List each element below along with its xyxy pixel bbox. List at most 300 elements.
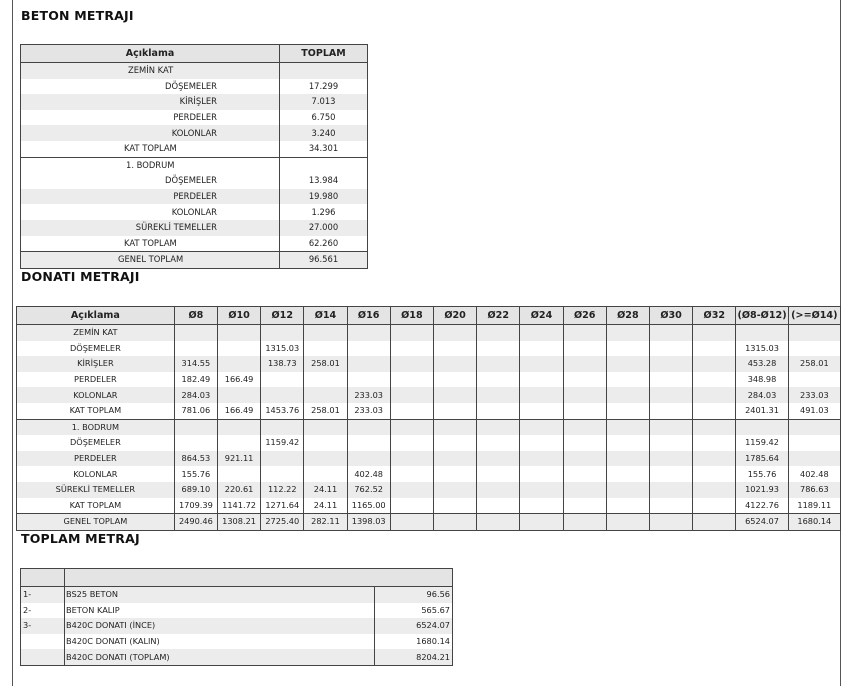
donati-cell: 1271.64: [261, 498, 304, 514]
donati-cell: [390, 451, 433, 467]
donati-cell: [390, 482, 433, 498]
toplam-table: [20, 568, 453, 666]
donati-cell: 781.06: [174, 403, 217, 419]
donati-cell: [606, 466, 649, 482]
beton-value: 96.561: [280, 252, 368, 269]
donati-cell: 24.11: [304, 482, 347, 498]
donati-title: DONATI METRAJI: [21, 269, 140, 284]
donati-cell: [477, 372, 520, 388]
donati-cell: [390, 372, 433, 388]
donati-cell: [304, 419, 347, 435]
donati-header-0: Açıklama: [17, 307, 175, 325]
beton-value: 1.296: [311, 206, 336, 217]
beton-label: KOLONLAR: [21, 204, 280, 220]
donati-label: SÜREKLİ TEMELLER: [17, 482, 175, 498]
donati-cell: 166.49: [217, 403, 260, 419]
donati-cell: [477, 514, 520, 531]
donati-label: KOLONLAR: [17, 387, 175, 403]
donati-row: [17, 482, 841, 498]
toplam-value: 8204.21: [375, 649, 453, 665]
donati-cell: [563, 341, 606, 357]
donati-cell: [606, 356, 649, 372]
donati-header-11: Ø28: [606, 307, 649, 325]
donati-cell: 2401.31: [736, 403, 788, 419]
donati-cell: [347, 435, 390, 451]
donati-cell: [693, 419, 736, 435]
beton-row: [21, 252, 368, 269]
beton-value: 6.750: [311, 112, 336, 123]
donati-cell: [520, 498, 563, 514]
donati-cell: [650, 482, 693, 498]
donati-cell: [477, 451, 520, 467]
donati-row: [17, 356, 841, 372]
donati-cell: 284.03: [736, 387, 788, 403]
donati-row: [17, 387, 841, 403]
donati-cell: [693, 451, 736, 467]
beton-row: [21, 189, 368, 205]
donati-cell: [390, 387, 433, 403]
donati-cell: [433, 451, 476, 467]
beton-row: [21, 141, 368, 157]
donati-cell: [693, 372, 736, 388]
beton-value: 34.301: [308, 143, 339, 154]
donati-cell: [433, 435, 476, 451]
donati-cell: [304, 341, 347, 357]
beton-value: 62.260: [308, 237, 339, 248]
donati-cell: 166.49: [217, 372, 260, 388]
donati-cell: [788, 435, 840, 451]
beton-row: [21, 236, 368, 252]
donati-cell: 1189.11: [797, 499, 832, 510]
donati-cell: [693, 466, 736, 482]
donati-cell: [563, 387, 606, 403]
donati-row: [17, 419, 841, 435]
donati-label: PERDELER: [17, 451, 175, 467]
beton-label: SÜREKLİ TEMELLER: [21, 220, 280, 236]
toplam-row: [21, 649, 453, 665]
donati-cell: [217, 466, 260, 482]
donati-cell: [693, 498, 736, 514]
donati-label: KAT TOPLAM: [17, 403, 175, 419]
donati-cell: 762.52: [347, 482, 390, 498]
beton-value: 13.984: [308, 175, 339, 186]
donati-cell: [606, 403, 649, 419]
beton-title: BETON METRAJI: [21, 8, 134, 23]
donati-cell: 220.61: [217, 482, 260, 498]
donati-cell: 233.03: [347, 387, 390, 403]
donati-row: [17, 325, 841, 341]
donati-header-2: Ø10: [217, 307, 260, 325]
donati-cell: [217, 325, 260, 341]
donati-cell: [693, 341, 736, 357]
donati-cell: [520, 466, 563, 482]
toplam-label: B420C DONATI (KALIN): [65, 634, 375, 650]
donati-cell: 1398.03: [347, 514, 390, 531]
donati-cell: 348.98: [736, 372, 788, 388]
donati-cell: 786.63: [788, 482, 840, 498]
toplam-label: B420C DONATI (İNCE): [65, 618, 375, 634]
donati-header-3: Ø12: [261, 307, 304, 325]
donati-cell: [650, 403, 693, 419]
donati-cell: 1308.21: [217, 514, 260, 531]
donati-cell: [347, 451, 390, 467]
donati-cell: 1159.42: [261, 435, 304, 451]
beton-value: 17.299: [308, 80, 339, 91]
donati-cell: [650, 498, 693, 514]
toplam-no: [21, 634, 65, 650]
donati-cell: [693, 356, 736, 372]
toplam-row: [21, 587, 453, 603]
donati-cell: 155.76: [174, 466, 217, 482]
donati-cell: [650, 419, 693, 435]
donati-cell: [261, 466, 304, 482]
donati-cell: [563, 419, 606, 435]
toplam-header-no: [21, 569, 65, 587]
donati-row: [17, 435, 841, 451]
donati-cell: [520, 403, 563, 419]
donati-cell: [433, 403, 476, 419]
donati-cell: [433, 341, 476, 357]
donati-cell: [347, 419, 390, 435]
toplam-no: 3-: [21, 618, 65, 634]
donati-cell: [174, 325, 217, 341]
donati-cell: [217, 419, 260, 435]
donati-cell: 921.11: [217, 451, 260, 467]
beton-header-toplam: TOPLAM: [280, 45, 368, 63]
donati-cell: [433, 498, 476, 514]
donati-cell: [563, 466, 606, 482]
donati-cell: [520, 514, 563, 531]
donati-cell: [433, 325, 476, 341]
donati-cell: [693, 387, 736, 403]
beton-value: 7.013: [280, 94, 368, 110]
toplam-value: 96.56: [375, 587, 453, 603]
toplam-no: [21, 649, 65, 665]
donati-header-13: Ø32: [693, 307, 736, 325]
toplam-row: [21, 618, 453, 634]
beton-row: [21, 110, 368, 126]
donati-cell: [650, 387, 693, 403]
donati-cell: [650, 341, 693, 357]
donati-row: [17, 341, 841, 357]
beton-value: [280, 63, 368, 79]
donati-cell: [606, 341, 649, 357]
donati-cell: [347, 341, 390, 357]
donati-label: KİRİŞLER: [17, 356, 175, 372]
donati-cell: 1315.03: [736, 341, 788, 357]
donati-cell: [520, 387, 563, 403]
donati-cell: [606, 419, 649, 435]
donati-cell: [433, 466, 476, 482]
toplam-value: 565.67: [421, 604, 450, 615]
donati-cell: [477, 387, 520, 403]
donati-cell: [304, 372, 347, 388]
donati-header-15: (>=Ø14): [788, 307, 840, 325]
donati-cell: [563, 514, 606, 531]
donati-cell: [563, 498, 606, 514]
donati-cell: [650, 435, 693, 451]
donati-cell: [261, 372, 304, 388]
donati-cell: [520, 451, 563, 467]
donati-cell: 314.55: [174, 356, 217, 372]
donati-label: PERDELER: [17, 372, 175, 388]
donati-cell: 1709.39: [174, 498, 217, 514]
donati-cell: 864.53: [174, 451, 217, 467]
donati-cell: [736, 419, 788, 435]
toplam-label: BETON KALIP: [65, 603, 375, 619]
donati-cell: [433, 387, 476, 403]
beton-row: [21, 79, 368, 95]
toplam-no: 1-: [21, 587, 65, 603]
donati-cell: [563, 403, 606, 419]
donati-cell: [477, 466, 520, 482]
beton-label: DÖŞEMELER: [21, 79, 280, 95]
donati-cell: [477, 419, 520, 435]
donati-cell: [261, 387, 304, 403]
donati-cell: [433, 514, 476, 531]
donati-cell: [433, 372, 476, 388]
donati-cell: [520, 435, 563, 451]
donati-cell: [520, 372, 563, 388]
donati-cell: [520, 356, 563, 372]
donati-header-1: Ø8: [174, 307, 217, 325]
donati-cell: [477, 498, 520, 514]
donati-cell: [390, 403, 433, 419]
donati-label: DÖŞEMELER: [17, 435, 175, 451]
beton-value: 27.000: [280, 220, 368, 236]
donati-cell: [563, 356, 606, 372]
donati-header-row: [17, 307, 841, 325]
donati-cell: [650, 325, 693, 341]
donati-cell: [261, 419, 304, 435]
donati-label: ZEMİN KAT: [17, 325, 175, 341]
toplam-label: BS25 BETON: [65, 587, 375, 603]
donati-cell: [304, 451, 347, 467]
donati-cell: [390, 341, 433, 357]
beton-label: 1. BODRUM: [21, 157, 280, 173]
beton-header-row: [21, 45, 368, 63]
donati-header-6: Ø18: [390, 307, 433, 325]
beton-value: [280, 157, 368, 173]
donati-cell: [693, 403, 736, 419]
donati-cell: 282.11: [304, 514, 347, 531]
donati-cell: [693, 435, 736, 451]
beton-row: [21, 204, 368, 220]
donati-cell: [261, 325, 304, 341]
donati-cell: [650, 466, 693, 482]
donati-cell: 112.22: [261, 482, 304, 498]
toplam-value: 1680.14: [416, 636, 450, 647]
donati-cell: [563, 372, 606, 388]
donati-row: [17, 498, 841, 514]
donati-header-7: Ø20: [433, 307, 476, 325]
beton-header-aciklama: Açıklama: [21, 45, 280, 63]
donati-cell: [650, 372, 693, 388]
donati-cell: [606, 498, 649, 514]
donati-cell: [606, 482, 649, 498]
donati-cell: [606, 435, 649, 451]
donati-cell: [390, 498, 433, 514]
donati-cell: 402.48: [800, 468, 829, 479]
donati-cell: [606, 451, 649, 467]
toplam-row: [21, 603, 453, 619]
donati-cell: [217, 356, 260, 372]
donati-cell: [261, 451, 304, 467]
donati-cell: [433, 356, 476, 372]
donati-cell: 1315.03: [261, 341, 304, 357]
donati-cell: 233.03: [788, 387, 840, 403]
beton-row: [21, 220, 368, 236]
beton-label: DÖŞEMELER: [21, 173, 280, 189]
donati-cell: [304, 435, 347, 451]
donati-cell: [563, 451, 606, 467]
donati-header-5: Ø16: [347, 307, 390, 325]
beton-label: GENEL TOPLAM: [21, 252, 280, 269]
beton-value: 3.240: [280, 125, 368, 141]
donati-cell: 258.01: [788, 356, 840, 372]
donati-cell: [606, 325, 649, 341]
donati-row: [17, 514, 841, 531]
donati-cell: [304, 466, 347, 482]
donati-cell: [520, 325, 563, 341]
donati-cell: 1021.93: [736, 482, 788, 498]
donati-cell: [520, 419, 563, 435]
donati-label: GENEL TOPLAM: [17, 514, 175, 531]
donati-row: [17, 451, 841, 467]
toplam-value: 6524.07: [375, 618, 453, 634]
donati-header-8: Ø22: [477, 307, 520, 325]
donati-cell: [390, 419, 433, 435]
donati-cell: 258.01: [304, 403, 347, 419]
donati-cell: [477, 325, 520, 341]
donati-table: [16, 306, 841, 531]
donati-cell: [433, 419, 476, 435]
beton-row: [21, 63, 368, 79]
beton-row: [21, 173, 368, 189]
donati-cell: [788, 451, 840, 467]
donati-cell: [788, 419, 840, 435]
donati-cell: [174, 341, 217, 357]
donati-cell: [477, 341, 520, 357]
donati-cell: [304, 387, 347, 403]
donati-label: DÖŞEMELER: [17, 341, 175, 357]
donati-cell: [390, 466, 433, 482]
donati-cell: 453.28: [736, 356, 788, 372]
donati-cell: [347, 356, 390, 372]
donati-cell: 138.73: [261, 356, 304, 372]
toplam-header-blank: [65, 569, 453, 587]
donati-cell: [390, 435, 433, 451]
donati-cell: [788, 372, 840, 388]
donati-cell: [788, 341, 840, 357]
donati-cell: [693, 325, 736, 341]
donati-cell: 689.10: [174, 482, 217, 498]
donati-cell: 1453.76: [261, 403, 304, 419]
donati-cell: [563, 482, 606, 498]
beton-label: PERDELER: [21, 189, 280, 205]
beton-row: [21, 125, 368, 141]
donati-cell: 1159.42: [736, 435, 788, 451]
donati-cell: 233.03: [347, 403, 390, 419]
donati-header-4: Ø14: [304, 307, 347, 325]
donati-cell: [477, 435, 520, 451]
toplam-label: B420C DONATI (TOPLAM): [65, 649, 375, 665]
beton-label: ZEMİN KAT: [21, 63, 280, 79]
beton-label: PERDELER: [21, 110, 280, 126]
donati-cell: 4122.76: [736, 498, 788, 514]
donati-cell: 284.03: [174, 387, 217, 403]
beton-label: KAT TOPLAM: [21, 141, 280, 157]
toplam-row: [21, 634, 453, 650]
donati-cell: 1141.72: [217, 498, 260, 514]
donati-label: 1. BODRUM: [17, 419, 175, 435]
donati-cell: [390, 325, 433, 341]
donati-cell: [520, 482, 563, 498]
donati-row: [17, 466, 841, 482]
donati-header-14: (Ø8-Ø12): [736, 307, 788, 325]
donati-cell: [304, 325, 347, 341]
donati-cell: [347, 325, 390, 341]
donati-cell: [217, 341, 260, 357]
donati-cell: [736, 325, 788, 341]
donati-header-10: Ø26: [563, 307, 606, 325]
donati-cell: [563, 325, 606, 341]
donati-cell: [217, 387, 260, 403]
beton-table: [20, 44, 368, 269]
donati-cell: [693, 482, 736, 498]
donati-header-12: Ø30: [650, 307, 693, 325]
donati-cell: [693, 514, 736, 531]
toplam-header-row: [21, 569, 453, 587]
toplam-title: TOPLAM METRAJ: [21, 531, 140, 546]
beton-row: [21, 94, 368, 110]
donati-label: KAT TOPLAM: [17, 498, 175, 514]
donati-cell: [788, 325, 840, 341]
donati-row: [17, 403, 841, 419]
beton-label: KOLONLAR: [21, 125, 280, 141]
donati-cell: 2725.40: [261, 514, 304, 531]
donati-cell: [477, 403, 520, 419]
donati-cell: [650, 451, 693, 467]
donati-cell: [390, 514, 433, 531]
donati-cell: 182.49: [174, 372, 217, 388]
donati-cell: [477, 482, 520, 498]
beton-row: [21, 157, 368, 173]
donati-cell: 155.76: [736, 466, 788, 482]
donati-cell: [563, 435, 606, 451]
donati-cell: 1680.14: [788, 514, 840, 531]
donati-cell: [520, 341, 563, 357]
donati-cell: [606, 387, 649, 403]
donati-cell: [606, 514, 649, 531]
beton-label: KİRİŞLER: [21, 94, 280, 110]
donati-cell: [174, 419, 217, 435]
donati-cell: 6524.07: [736, 514, 788, 531]
donati-cell: [650, 514, 693, 531]
donati-cell: 1165.00: [347, 498, 390, 514]
toplam-no: 2-: [21, 603, 65, 619]
donati-cell: [650, 356, 693, 372]
donati-cell: 491.03: [800, 405, 829, 416]
donati-cell: [390, 356, 433, 372]
donati-cell: 1785.64: [736, 451, 788, 467]
donati-header-9: Ø24: [520, 307, 563, 325]
donati-cell: [433, 482, 476, 498]
beton-label: KAT TOPLAM: [21, 236, 280, 252]
donati-row: [17, 372, 841, 388]
donati-cell: 402.48: [347, 466, 390, 482]
donati-cell: 258.01: [304, 356, 347, 372]
